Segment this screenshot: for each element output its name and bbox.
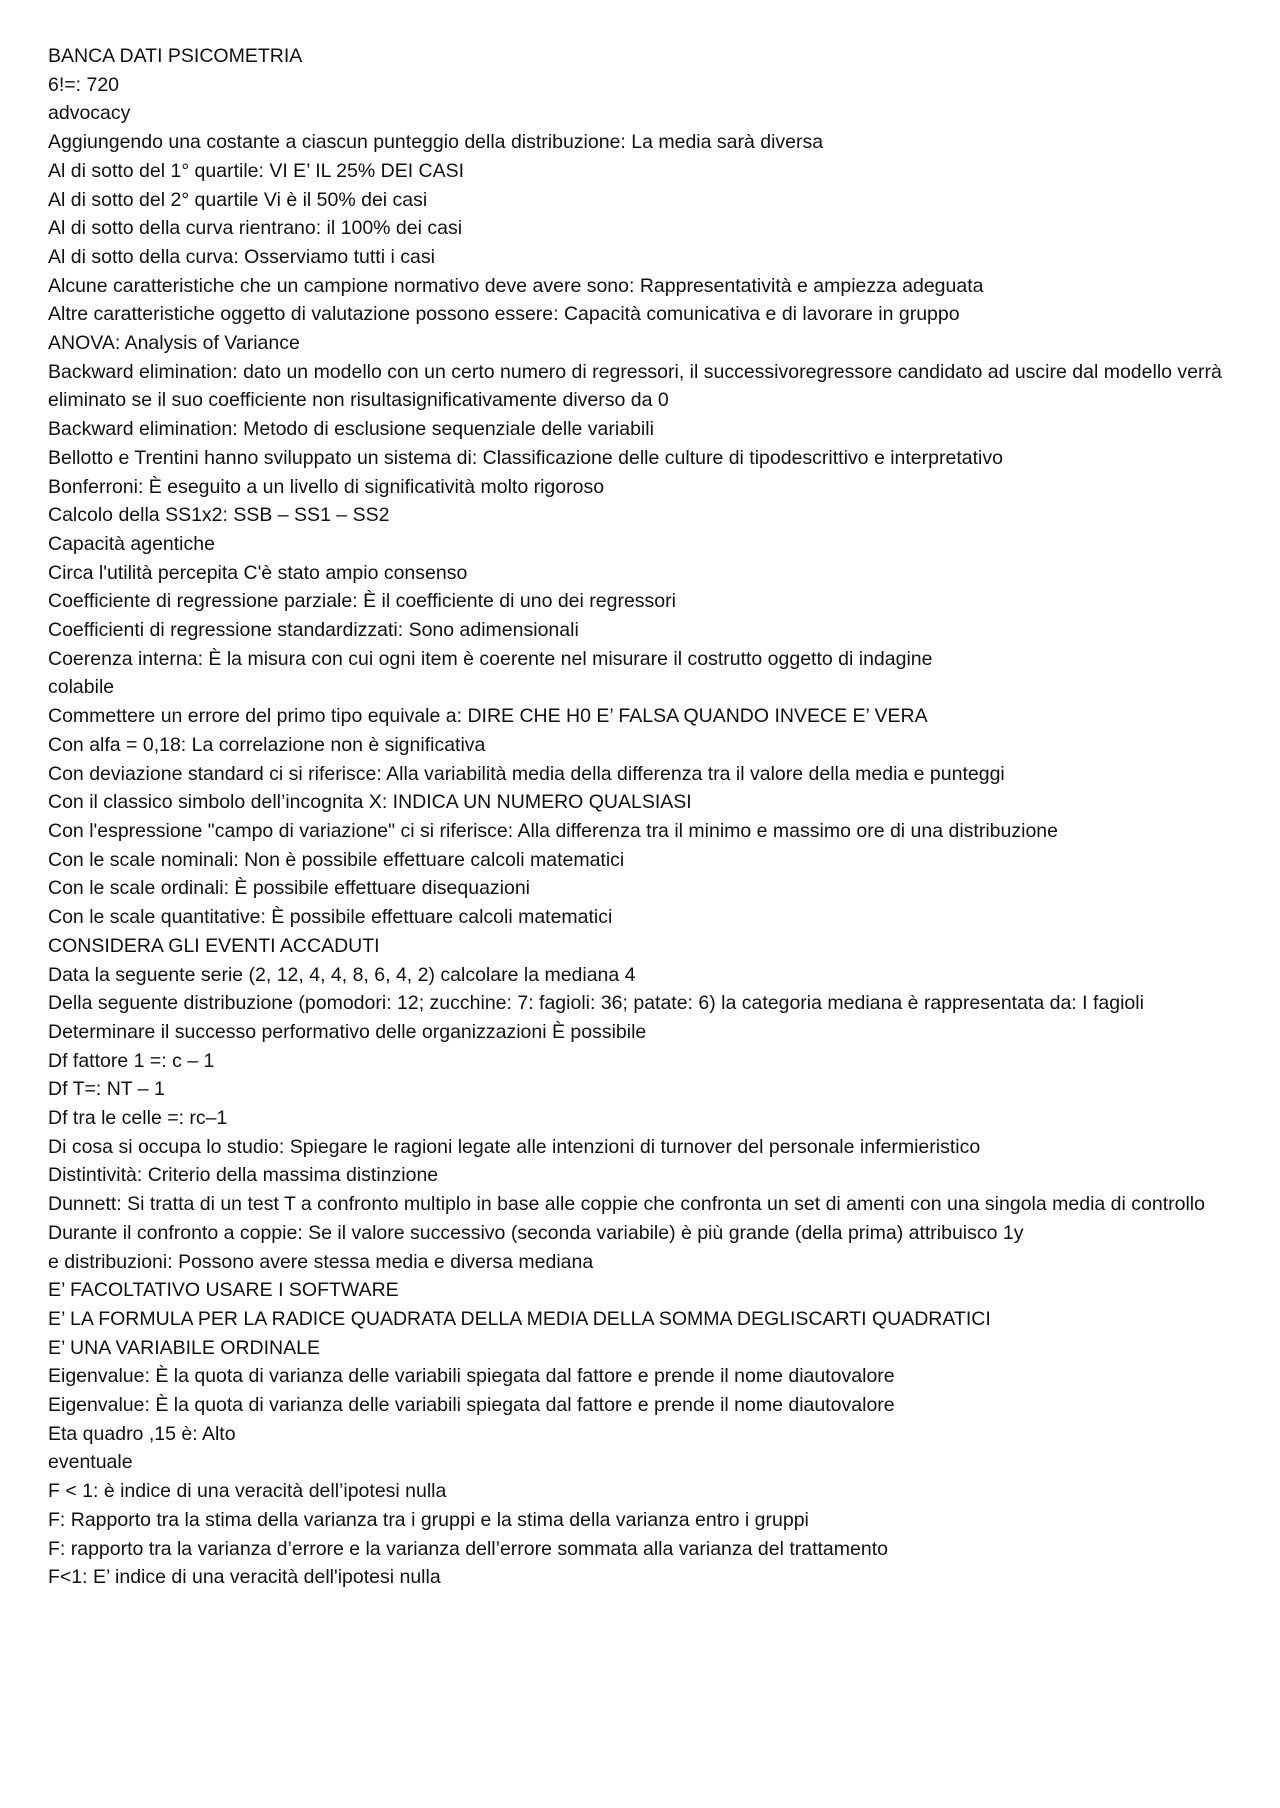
- text-line: 6!=: 720: [48, 73, 120, 96]
- text-line: Aggiungendo una costante a ciascun punteggio della distribuzione: La media sarà diversa: [48, 131, 824, 154]
- text-line: Della seguente distribuzione (pomodori: 12; zucchine: 7: fagioli: 36; patate: 6) la categoria mediana è rappresentata da: I fagioli: [48, 992, 1144, 1015]
- text-line: Backward elimination: Metodo di esclusione sequenziale delle variabili: [48, 418, 654, 441]
- text-line: F: Rapporto tra la stima della varianza tra i gruppi e la stima della varianza entro i gruppi: [48, 1508, 809, 1531]
- text-line: Coefficiente di regressione parziale: È il coefficiente di uno dei regressori: [48, 590, 676, 613]
- text-line: Al di sotto del 1° quartile: VI E’ IL 25% DEI CASI: [48, 159, 465, 182]
- text-line: Al di sotto del 2° quartile Vi è il 50% dei casi: [48, 188, 428, 211]
- text-line: F: rapporto tra la varianza d’errore e la varianza dell’errore sommata alla varianza del trattamento: [48, 1537, 888, 1560]
- text-line: Bonferroni: È eseguito a un livello di significatività molto rigoroso: [48, 475, 605, 498]
- text-line: Distintività: Criterio della massima distinzione: [48, 1164, 439, 1187]
- text-line: Con le scale nominali: Non è possibile effettuare calcoli matematici: [48, 848, 625, 871]
- text-line: e distribuzioni: Possono avere stessa media e diversa mediana: [48, 1250, 594, 1273]
- text-line: Eta quadro ,15 è: Alto: [48, 1422, 236, 1445]
- text-line: Alcune caratteristiche che un campione normativo deve avere sono: Rappresentatività e ampiezza adeguata: [48, 274, 984, 297]
- text-line: Coerenza interna: È la misura con cui ogni item è coerente nel misurare il costrutto oggetto di indagine: [48, 647, 933, 670]
- text-line: Circa l'utilità percepita C'è stato ampio consenso: [48, 561, 468, 584]
- text-line: Con le scale ordinali: È possibile effettuare disequazioni: [48, 877, 531, 900]
- text-line: Durante il confronto a coppie: Se il valore successivo (seconda variabile) è più grande (della prima) attribuisco 1y: [48, 1221, 1024, 1244]
- text-line: Calcolo della SS1x2: SSB – SS1 – SS2: [48, 504, 390, 527]
- text-line: Dunnett: Si tratta di un test T a confronto multiplo in base alle coppie che confronta un set di amenti con una singola media di controllo: [48, 1193, 1205, 1216]
- text-line: eventuale: [48, 1451, 133, 1474]
- document-title: BANCA DATI PSICOMETRIA: [48, 45, 303, 67]
- text-line: E’ FACOLTATIVO USARE I SOFTWARE: [48, 1279, 399, 1302]
- text-line: E’ LA FORMULA PER LA RADICE QUADRATA DELLA MEDIA DELLA SOMMA DEGLISCARTI QUADRATICI: [48, 1307, 991, 1330]
- text-line: Con alfa = 0,18: La correlazione non è significativa: [48, 733, 486, 756]
- text-line: Eigenvalue: È la quota di varianza delle variabili spiegata dal fattore e prende il nome diautovalore: [48, 1365, 895, 1388]
- text-line: Df T=: NT – 1: [48, 1078, 165, 1101]
- text-line: Con deviazione standard ci si riferisce: Alla variabilità media della differenza tra il valore della media e punteggi: [48, 762, 1005, 785]
- text-line: CONSIDERA GLI EVENTI ACCADUTI: [48, 934, 380, 957]
- text-line: ANOVA: Analysis of Variance: [48, 332, 300, 355]
- text-line: Coefficienti di regressione standardizzati: Sono adimensionali: [48, 619, 579, 642]
- text-line: Bellotto e Trentini hanno sviluppato un sistema di: Classificazione delle culture di tipodescrittivo e interpretativo: [48, 446, 1003, 469]
- text-line: Con il classico simbolo dell’incognita X: INDICA UN NUMERO QUALSIASI: [48, 791, 692, 814]
- text-line: Con le scale quantitative: È possibile effettuare calcoli matematici: [48, 906, 613, 929]
- document-page: [48, 42, 1248, 1592]
- text-line: F<1: E’ indice di una veracità dell'ipotesi nulla: [48, 1566, 441, 1589]
- text-line: colabile: [48, 676, 115, 699]
- text-line: Capacità agentiche: [48, 532, 215, 555]
- text-line: Al di sotto della curva rientrano: il 100% dei casi: [48, 217, 463, 240]
- text-line: F < 1: è indice di una veracità dell’ipotesi nulla: [48, 1480, 447, 1503]
- text-line: E’ UNA VARIABILE ORDINALE: [48, 1336, 321, 1359]
- text-line: Altre caratteristiche oggetto di valutazione possono essere: Capacità comunicativa e di lavorare in gruppo: [48, 303, 960, 326]
- text-line: Di cosa si occupa lo studio: Spiegare le ragioni legate alle intenzioni di turnover del personale infermieristico: [48, 1135, 981, 1158]
- text-line: Commettere un errore del primo tipo equivale a: DIRE CHE H0 E’ FALSA QUANDO INVECE E’ VERA: [48, 705, 928, 728]
- text-line: advocacy: [48, 102, 131, 125]
- text-line: Backward elimination: dato un modello con un certo numero di regressori, il successivoregressore candidato ad uscire dal modello verrà eliminato se il suo coefficiente non risultasignificativamente diverso da 0: [48, 360, 1222, 412]
- text-line: Al di sotto della curva: Osserviamo tutti i casi: [48, 245, 435, 268]
- text-line: Df fattore 1 =: c – 1: [48, 1049, 215, 1072]
- text-line: Df tra le celle =: rc–1: [48, 1107, 228, 1130]
- text-line: Data la seguente serie (2, 12, 4, 4, 8, 6, 4, 2) calcolare la mediana 4: [48, 963, 636, 986]
- text-line: Determinare il successo performativo delle organizzazioni È possibile: [48, 1020, 647, 1043]
- text-line: Con l'espressione "campo di variazione" ci si riferisce: Alla differenza tra il minimo e massimo ore di una distribuzione: [48, 819, 1058, 842]
- text-line: Eigenvalue: È la quota di varianza delle variabili spiegata dal fattore e prende il nome diautovalore: [48, 1394, 895, 1417]
